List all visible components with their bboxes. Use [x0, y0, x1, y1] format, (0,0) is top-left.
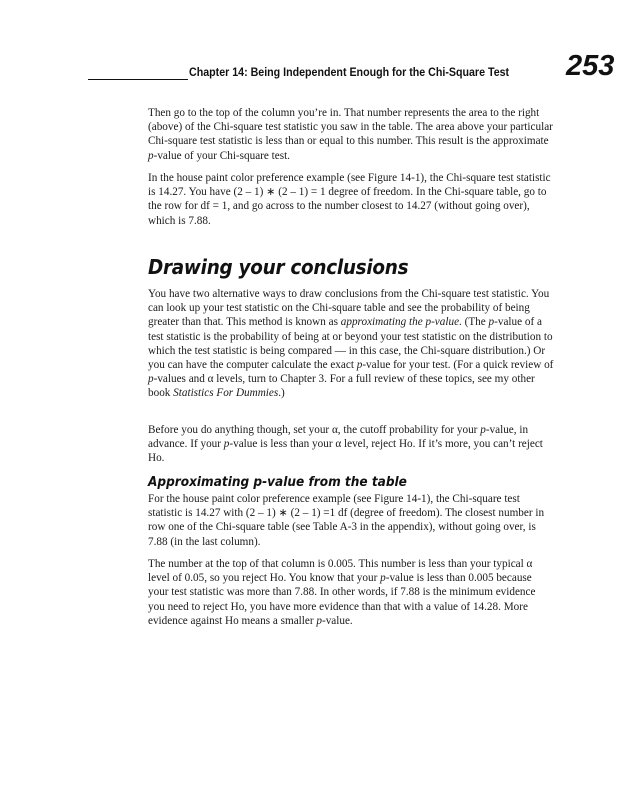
running-head: Chapter 14: Being Independent Enough for the Chi-Square Test [189, 65, 510, 79]
paragraph-4: Before you do anything though, set your α, the cutoff probability for your p-value, in advance. If your p-value is less than your α level, reject Ho. If it’s more, you can’t reject Ho. [148, 424, 543, 465]
page-number: 253 [566, 50, 615, 82]
section-heading: Drawing your conclusions [148, 255, 409, 279]
paragraph-3: You have two alternative ways to draw conclusions from the Chi-square test statistic. You can look up your test statistic on the Chi-square table and see the probability of being greater than that. This method is known as approximating the p-value. (The p-value of a test statistic is the probability of being at or beyond your test statistic on the distribution to which the test statistic is being compared — in this case, the Chi-square distribution.) Or you can have the computer calculate the exact p-value for your test. (For a quick review of p-values and α levels, turn to Chapter 3. For a full review of these topics, see my other book Statistics For Dummies.) [148, 288, 554, 400]
paragraph-6: The number at the top of that column is 0.005. This number is less than your typical α level of 0.05, so you reject Ho. You know that your p-value is less than 0.005 because your test statistic was more than 7.88. In other words, if 7.88 is the minimum evidence you need to reject Ho, you have more evidence than that with a value of 14.28. More evidence against Ho means a smaller p-value. [148, 558, 536, 627]
paragraph-1: Then go to the top of the column you’re in. That number represents the area to the right (above) of the Chi-square test statistic you saw in the table. The area above your particular Chi-square test statistic is less than or equal to this number. This result is the approximate p-value of your Chi-square test. [148, 107, 553, 162]
paragraph-5: For the house paint color preference example (see Figure 14-1), the Chi-square test statistic is 14.27 with (2 – 1) ∗ (2 – 1) =1 df (degree of freedom). The closest number in row one of the Chi-square table (see Table A-3 in the appendix), without going over, is 7.88 (in the last column). [148, 493, 545, 548]
header-rule [88, 79, 188, 80]
paragraph-2: In the house paint color preference example (see Figure 14-1), the Chi-square test statistic is 14.27. You have (2 – 1) ∗ (2 – 1) = 1 degree of freedom. In the Chi-square table, go to the row for df = 1, and go across to the number closest to 14.27 (without going over), which is 7.88. [148, 172, 551, 227]
subsection-heading: Approximating p-value from the table [148, 475, 407, 490]
